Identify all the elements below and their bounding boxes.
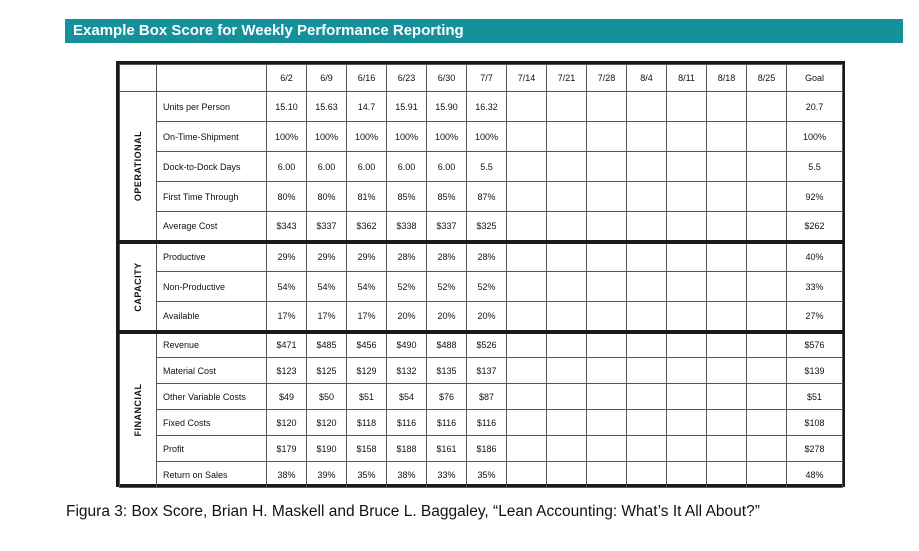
value-cell <box>547 92 587 122</box>
metric-label: Units per Person <box>157 92 267 122</box>
value-cell <box>507 122 547 152</box>
value-cell: $118 <box>347 410 387 436</box>
value-cell: 6.00 <box>267 152 307 182</box>
value-cell <box>747 332 787 358</box>
value-cell <box>707 332 747 358</box>
header-row <box>120 65 843 92</box>
value-cell <box>547 212 587 242</box>
value-cell <box>627 152 667 182</box>
table-row <box>120 182 843 212</box>
value-cell <box>667 358 707 384</box>
value-cell <box>667 92 707 122</box>
metric-label: Return on Sales <box>157 462 267 488</box>
value-cell <box>707 122 747 152</box>
value-cell <box>547 122 587 152</box>
value-cell: 6.00 <box>347 152 387 182</box>
value-cell: $490 <box>387 332 427 358</box>
table-row <box>120 436 843 462</box>
goal-cell: 40% <box>787 242 843 272</box>
table-row <box>120 332 843 358</box>
metric-label: Average Cost <box>157 212 267 242</box>
column-header: 8/18 <box>707 65 747 92</box>
value-cell: $161 <box>427 436 467 462</box>
value-cell <box>747 212 787 242</box>
value-cell <box>627 212 667 242</box>
value-cell <box>627 242 667 272</box>
value-cell: 20% <box>387 302 427 332</box>
metric-label: On-Time-Shipment <box>157 122 267 152</box>
value-cell: 54% <box>347 272 387 302</box>
value-cell: $526 <box>467 332 507 358</box>
value-cell <box>747 122 787 152</box>
value-cell <box>667 410 707 436</box>
value-cell <box>627 358 667 384</box>
value-cell <box>707 272 747 302</box>
value-cell <box>547 302 587 332</box>
value-cell: 52% <box>427 272 467 302</box>
metric-label: Revenue <box>157 332 267 358</box>
value-cell <box>707 436 747 462</box>
goal-cell: $262 <box>787 212 843 242</box>
value-cell <box>587 410 627 436</box>
value-cell: 39% <box>307 462 347 488</box>
table-row <box>120 302 843 332</box>
value-cell: $129 <box>347 358 387 384</box>
column-header: 6/2 <box>267 65 307 92</box>
value-cell: $54 <box>387 384 427 410</box>
goal-cell: $139 <box>787 358 843 384</box>
value-cell: 35% <box>467 462 507 488</box>
value-cell <box>547 436 587 462</box>
value-cell <box>707 384 747 410</box>
value-cell <box>587 122 627 152</box>
metric-label: Other Variable Costs <box>157 384 267 410</box>
value-cell <box>587 302 627 332</box>
value-cell <box>587 212 627 242</box>
column-header: 7/14 <box>507 65 547 92</box>
value-cell <box>587 436 627 462</box>
value-cell: $116 <box>427 410 467 436</box>
value-cell: 20% <box>467 302 507 332</box>
value-cell <box>507 332 547 358</box>
value-cell: 100% <box>467 122 507 152</box>
value-cell <box>747 384 787 410</box>
metric-label: Dock-to-Dock Days <box>157 152 267 182</box>
table-row <box>120 152 843 182</box>
value-cell <box>707 302 747 332</box>
value-cell <box>507 152 547 182</box>
value-cell: 100% <box>427 122 467 152</box>
value-cell: $337 <box>427 212 467 242</box>
value-cell: 85% <box>427 182 467 212</box>
goal-cell: $576 <box>787 332 843 358</box>
metric-label: Profit <box>157 436 267 462</box>
value-cell <box>507 242 547 272</box>
value-cell <box>667 384 707 410</box>
value-cell <box>627 410 667 436</box>
value-cell: $137 <box>467 358 507 384</box>
value-cell <box>547 358 587 384</box>
value-cell: 6.00 <box>307 152 347 182</box>
corner-cell <box>120 65 157 92</box>
value-cell <box>587 92 627 122</box>
column-header: 6/16 <box>347 65 387 92</box>
value-cell <box>747 272 787 302</box>
value-cell: 100% <box>307 122 347 152</box>
value-cell <box>507 302 547 332</box>
value-cell: 28% <box>387 242 427 272</box>
value-cell <box>667 462 707 488</box>
value-cell: $338 <box>387 212 427 242</box>
value-cell: 17% <box>307 302 347 332</box>
value-cell: 100% <box>387 122 427 152</box>
value-cell <box>707 152 747 182</box>
value-cell: $120 <box>267 410 307 436</box>
value-cell <box>547 462 587 488</box>
value-cell <box>667 302 707 332</box>
value-cell <box>627 182 667 212</box>
value-cell <box>587 272 627 302</box>
value-cell <box>747 242 787 272</box>
value-cell: 20% <box>427 302 467 332</box>
box-score-board <box>116 61 845 487</box>
value-cell: $76 <box>427 384 467 410</box>
value-cell <box>627 462 667 488</box>
goal-cell: 27% <box>787 302 843 332</box>
column-header: 8/4 <box>627 65 667 92</box>
column-header: 6/9 <box>307 65 347 92</box>
value-cell: $190 <box>307 436 347 462</box>
value-cell <box>627 332 667 358</box>
goal-cell: $108 <box>787 410 843 436</box>
value-cell <box>507 182 547 212</box>
value-cell: $135 <box>427 358 467 384</box>
value-cell: $51 <box>347 384 387 410</box>
value-cell: 29% <box>307 242 347 272</box>
value-cell: $87 <box>467 384 507 410</box>
value-cell <box>667 242 707 272</box>
value-cell: $123 <box>267 358 307 384</box>
value-cell: 16.32 <box>467 92 507 122</box>
value-cell: $116 <box>467 410 507 436</box>
value-cell <box>747 182 787 212</box>
value-cell: $186 <box>467 436 507 462</box>
value-cell <box>507 384 547 410</box>
metric-label: First Time Through <box>157 182 267 212</box>
value-cell <box>547 384 587 410</box>
section-label-cell <box>120 92 157 242</box>
value-cell <box>587 332 627 358</box>
table-row <box>120 272 843 302</box>
value-cell: 17% <box>267 302 307 332</box>
value-cell: $188 <box>387 436 427 462</box>
value-cell <box>587 152 627 182</box>
goal-cell: 92% <box>787 182 843 212</box>
value-cell: $488 <box>427 332 467 358</box>
metric-label: Productive <box>157 242 267 272</box>
goal-cell: 100% <box>787 122 843 152</box>
value-cell: 15.90 <box>427 92 467 122</box>
value-cell <box>627 436 667 462</box>
value-cell <box>747 302 787 332</box>
table-row <box>120 384 843 410</box>
column-header: 8/25 <box>747 65 787 92</box>
value-cell <box>507 358 547 384</box>
value-cell: $50 <box>307 384 347 410</box>
column-header: Goal <box>787 65 843 92</box>
value-cell: 33% <box>427 462 467 488</box>
value-cell: 15.63 <box>307 92 347 122</box>
section-label-cell <box>120 242 157 332</box>
goal-cell: $278 <box>787 436 843 462</box>
value-cell <box>667 332 707 358</box>
metric-label: Material Cost <box>157 358 267 384</box>
box-score-table <box>119 64 843 488</box>
table-row <box>120 122 843 152</box>
metric-label: Available <box>157 302 267 332</box>
table-row <box>120 92 843 122</box>
value-cell <box>547 272 587 302</box>
value-cell: 38% <box>267 462 307 488</box>
column-header: 7/28 <box>587 65 627 92</box>
table-row <box>120 462 843 488</box>
section-label: CAPACITY <box>133 261 143 312</box>
figure-caption: Figura 3: Box Score, Brian H. Maskell and Bruce L. Baggaley, “Lean Accounting: What’s It All About?” <box>66 503 760 520</box>
value-cell <box>627 122 667 152</box>
column-header: 6/23 <box>387 65 427 92</box>
table-row <box>120 358 843 384</box>
value-cell <box>547 152 587 182</box>
value-cell: 87% <box>467 182 507 212</box>
value-cell: 100% <box>347 122 387 152</box>
value-cell <box>587 358 627 384</box>
value-cell <box>707 92 747 122</box>
value-cell <box>667 122 707 152</box>
value-cell: 81% <box>347 182 387 212</box>
goal-cell: 48% <box>787 462 843 488</box>
value-cell <box>747 436 787 462</box>
value-cell <box>667 182 707 212</box>
value-cell: $362 <box>347 212 387 242</box>
value-cell: 28% <box>427 242 467 272</box>
value-cell <box>707 182 747 212</box>
value-cell <box>507 462 547 488</box>
goal-cell: $51 <box>787 384 843 410</box>
value-cell <box>547 332 587 358</box>
value-cell: 100% <box>267 122 307 152</box>
value-cell: 29% <box>347 242 387 272</box>
column-header: 8/11 <box>667 65 707 92</box>
value-cell <box>507 212 547 242</box>
column-header: 7/21 <box>547 65 587 92</box>
label-header-cell <box>157 65 267 92</box>
value-cell: $125 <box>307 358 347 384</box>
value-cell <box>507 92 547 122</box>
value-cell <box>667 212 707 242</box>
section-label: FINANCIAL <box>133 383 143 437</box>
value-cell: $456 <box>347 332 387 358</box>
value-cell <box>547 242 587 272</box>
value-cell <box>587 182 627 212</box>
goal-cell: 33% <box>787 272 843 302</box>
value-cell: $485 <box>307 332 347 358</box>
value-cell: $116 <box>387 410 427 436</box>
value-cell: $179 <box>267 436 307 462</box>
value-cell <box>707 212 747 242</box>
value-cell: 28% <box>467 242 507 272</box>
column-header: 7/7 <box>467 65 507 92</box>
value-cell: $132 <box>387 358 427 384</box>
value-cell <box>707 242 747 272</box>
value-cell: $471 <box>267 332 307 358</box>
value-cell <box>707 358 747 384</box>
table-row <box>120 242 843 272</box>
section-label-cell <box>120 332 157 488</box>
value-cell: $158 <box>347 436 387 462</box>
goal-cell: 5.5 <box>787 152 843 182</box>
value-cell: $120 <box>307 410 347 436</box>
value-cell <box>747 462 787 488</box>
value-cell <box>667 152 707 182</box>
value-cell <box>547 410 587 436</box>
value-cell <box>547 182 587 212</box>
value-cell <box>507 272 547 302</box>
column-header: 6/30 <box>427 65 467 92</box>
value-cell: 85% <box>387 182 427 212</box>
value-cell <box>747 152 787 182</box>
value-cell: 80% <box>267 182 307 212</box>
value-cell: 15.91 <box>387 92 427 122</box>
value-cell <box>507 436 547 462</box>
value-cell <box>667 436 707 462</box>
value-cell: 5.5 <box>467 152 507 182</box>
value-cell <box>707 462 747 488</box>
table-row <box>120 410 843 436</box>
value-cell: 54% <box>267 272 307 302</box>
goal-cell: 20.7 <box>787 92 843 122</box>
value-cell: 38% <box>387 462 427 488</box>
value-cell <box>627 302 667 332</box>
value-cell <box>627 272 667 302</box>
value-cell: $337 <box>307 212 347 242</box>
value-cell: 6.00 <box>387 152 427 182</box>
value-cell: 14.7 <box>347 92 387 122</box>
value-cell <box>587 242 627 272</box>
table-row <box>120 212 843 242</box>
value-cell <box>747 358 787 384</box>
value-cell: 35% <box>347 462 387 488</box>
value-cell <box>627 92 667 122</box>
value-cell <box>507 410 547 436</box>
metric-label: Fixed Costs <box>157 410 267 436</box>
value-cell: 54% <box>307 272 347 302</box>
value-cell <box>587 384 627 410</box>
section-label: OPERATIONAL <box>133 130 143 201</box>
value-cell <box>667 272 707 302</box>
value-cell: $343 <box>267 212 307 242</box>
value-cell: 15.10 <box>267 92 307 122</box>
value-cell: $49 <box>267 384 307 410</box>
value-cell: 6.00 <box>427 152 467 182</box>
title-banner: Example Box Score for Weekly Performance Reporting <box>65 19 903 43</box>
value-cell <box>587 462 627 488</box>
value-cell: 80% <box>307 182 347 212</box>
value-cell: 52% <box>387 272 427 302</box>
value-cell <box>707 410 747 436</box>
value-cell: 17% <box>347 302 387 332</box>
value-cell <box>627 384 667 410</box>
value-cell: $325 <box>467 212 507 242</box>
value-cell <box>747 410 787 436</box>
metric-label: Non-Productive <box>157 272 267 302</box>
value-cell: 52% <box>467 272 507 302</box>
value-cell: 29% <box>267 242 307 272</box>
value-cell <box>747 92 787 122</box>
